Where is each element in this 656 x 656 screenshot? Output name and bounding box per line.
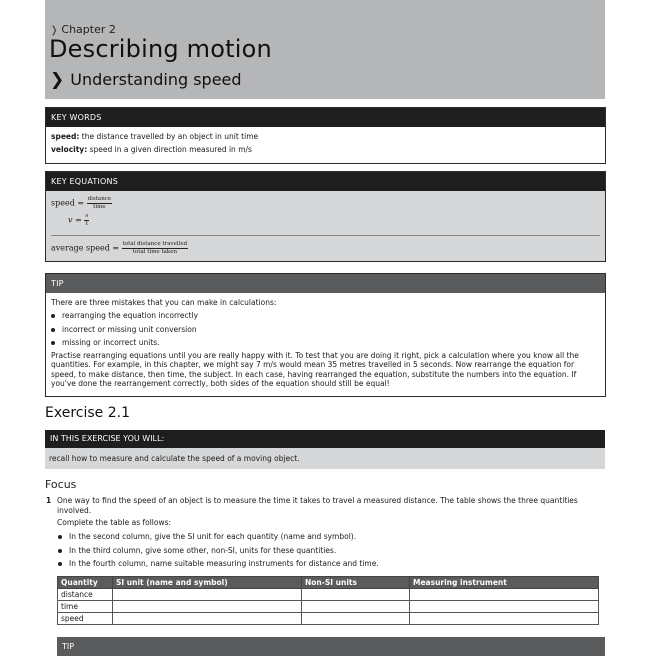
answer-cell[interactable] bbox=[302, 601, 410, 613]
answer-cell[interactable] bbox=[113, 589, 302, 601]
quantities-table bbox=[57, 576, 599, 625]
list-item-text: In the fourth column, name suitable measuring instruments for distance and time. bbox=[69, 559, 379, 568]
objectives-body bbox=[45, 448, 605, 469]
list-item bbox=[51, 323, 605, 337]
key-word-term: velocity: bbox=[51, 145, 88, 154]
tip-intro: There are three mistakes that you can make in calculations: bbox=[51, 298, 277, 307]
list-item-text: incorrect or missing unit conversion bbox=[62, 324, 197, 334]
key-words-heading: KEY WORDS bbox=[46, 108, 605, 127]
section-subtitle bbox=[50, 70, 242, 90]
table-row bbox=[58, 589, 599, 601]
focus-heading: Focus bbox=[45, 478, 77, 491]
fraction-denominator: t bbox=[85, 221, 88, 227]
list-item bbox=[51, 336, 605, 350]
equation-average-speed bbox=[51, 241, 188, 256]
list-item-text: missing or incorrect units. bbox=[62, 338, 160, 347]
list-item-text: In the third column, give some other, non-SI, units for these quantities. bbox=[69, 546, 337, 555]
fraction-numerator: total distance travelled bbox=[122, 241, 188, 247]
exercise-title: Exercise 2.1 bbox=[45, 405, 130, 421]
answer-cell[interactable] bbox=[113, 613, 302, 625]
fraction-numerator: distance bbox=[87, 196, 112, 202]
objectives-heading-text: IN THIS EXERCISE YOU WILL: bbox=[50, 434, 165, 443]
answer-cell[interactable] bbox=[113, 601, 302, 613]
tip-body: Practise rearranging equations until you are really happy with it. To test that you are doing it right, pick a calculation where you know all the quantities. For example, in this chapter, we might say 7 m/s would mean 35 metres travelled in 5 seconds. Now rearrange the equation for speed, to make distance, then time, the subject. In each case, having rearranged the equation, substitute the numbers into the equation. If you've done the rearrangement correctly, both sides of the equation should still be equal! bbox=[51, 350, 579, 389]
key-equations-heading: KEY EQUATIONS bbox=[46, 172, 605, 191]
tip-box bbox=[45, 273, 606, 397]
list-item-text: rearranging the equation incorrectly bbox=[62, 311, 199, 320]
list-item bbox=[58, 532, 356, 541]
equation-lhs: speed = bbox=[51, 198, 85, 208]
tip-heading-text: TIP bbox=[62, 642, 75, 651]
list-item bbox=[58, 559, 379, 568]
bullet-icon bbox=[51, 314, 55, 318]
fraction bbox=[84, 213, 89, 228]
column-header: SI unit (name and symbol) bbox=[113, 577, 302, 589]
key-word-definition: speed in a given direction measured in m/s bbox=[87, 145, 252, 154]
column-header: Quantity bbox=[58, 577, 113, 589]
list-item-text: In the second column, give the SI unit for each quantity (name and symbol). bbox=[69, 532, 357, 541]
column-header: Non-SI units bbox=[302, 577, 410, 589]
bullet-icon bbox=[51, 341, 55, 345]
key-word-term: speed: bbox=[51, 132, 80, 141]
equation-speed bbox=[51, 196, 112, 211]
fraction bbox=[87, 196, 112, 211]
key-word-velocity bbox=[51, 143, 605, 156]
chevron-right-icon: ❭ bbox=[50, 25, 59, 36]
answer-cell[interactable] bbox=[410, 613, 599, 625]
equation-v bbox=[68, 213, 89, 228]
divider bbox=[51, 235, 600, 236]
tip-heading: TIP bbox=[46, 274, 605, 293]
bullet-icon bbox=[58, 549, 62, 553]
answer-cell[interactable] bbox=[302, 589, 410, 601]
equation-lhs: average speed = bbox=[51, 243, 120, 253]
key-word-speed bbox=[51, 130, 605, 143]
list-item bbox=[58, 546, 336, 555]
quantity-cell: speed bbox=[58, 613, 113, 625]
question-instruction: Complete the table as follows: bbox=[57, 518, 172, 527]
answer-cell[interactable] bbox=[410, 601, 599, 613]
quantity-cell: time bbox=[58, 601, 113, 613]
subtitle-text: Understanding speed bbox=[70, 70, 242, 89]
table-row bbox=[58, 601, 599, 613]
fraction-denominator: time bbox=[93, 204, 106, 210]
chapter-text: Chapter 2 bbox=[61, 23, 116, 36]
table-header-row bbox=[58, 577, 599, 589]
tip-heading-bottom bbox=[57, 637, 605, 656]
column-header: Measuring instrument bbox=[410, 577, 599, 589]
page-title: Describing motion bbox=[49, 35, 272, 63]
question-text: One way to find the speed of an object is to measure the time it takes to travel a measured distance. The table shows the three quantities involved. bbox=[57, 496, 578, 515]
fraction-numerator: s bbox=[85, 213, 89, 219]
equation-lhs: v = bbox=[68, 215, 82, 225]
chevron-right-icon: ❯ bbox=[50, 70, 65, 90]
key-words-box bbox=[45, 107, 606, 164]
bullet-icon bbox=[58, 535, 62, 539]
list-item bbox=[51, 309, 605, 323]
question-number: 1 bbox=[46, 496, 52, 505]
key-word-definition: the distance travelled by an object in unit time bbox=[79, 132, 259, 141]
objectives-heading bbox=[45, 430, 605, 448]
objective-text: recall how to measure and calculate the speed of a moving object. bbox=[49, 454, 300, 463]
fraction bbox=[122, 241, 189, 256]
answer-cell[interactable] bbox=[410, 589, 599, 601]
quantity-cell: distance bbox=[58, 589, 113, 601]
bullet-icon bbox=[58, 562, 62, 566]
bullet-icon bbox=[51, 328, 55, 332]
table-row bbox=[58, 613, 599, 625]
key-equations-box bbox=[45, 171, 606, 262]
fraction-denominator: total time taken bbox=[132, 249, 178, 255]
answer-cell[interactable] bbox=[302, 613, 410, 625]
